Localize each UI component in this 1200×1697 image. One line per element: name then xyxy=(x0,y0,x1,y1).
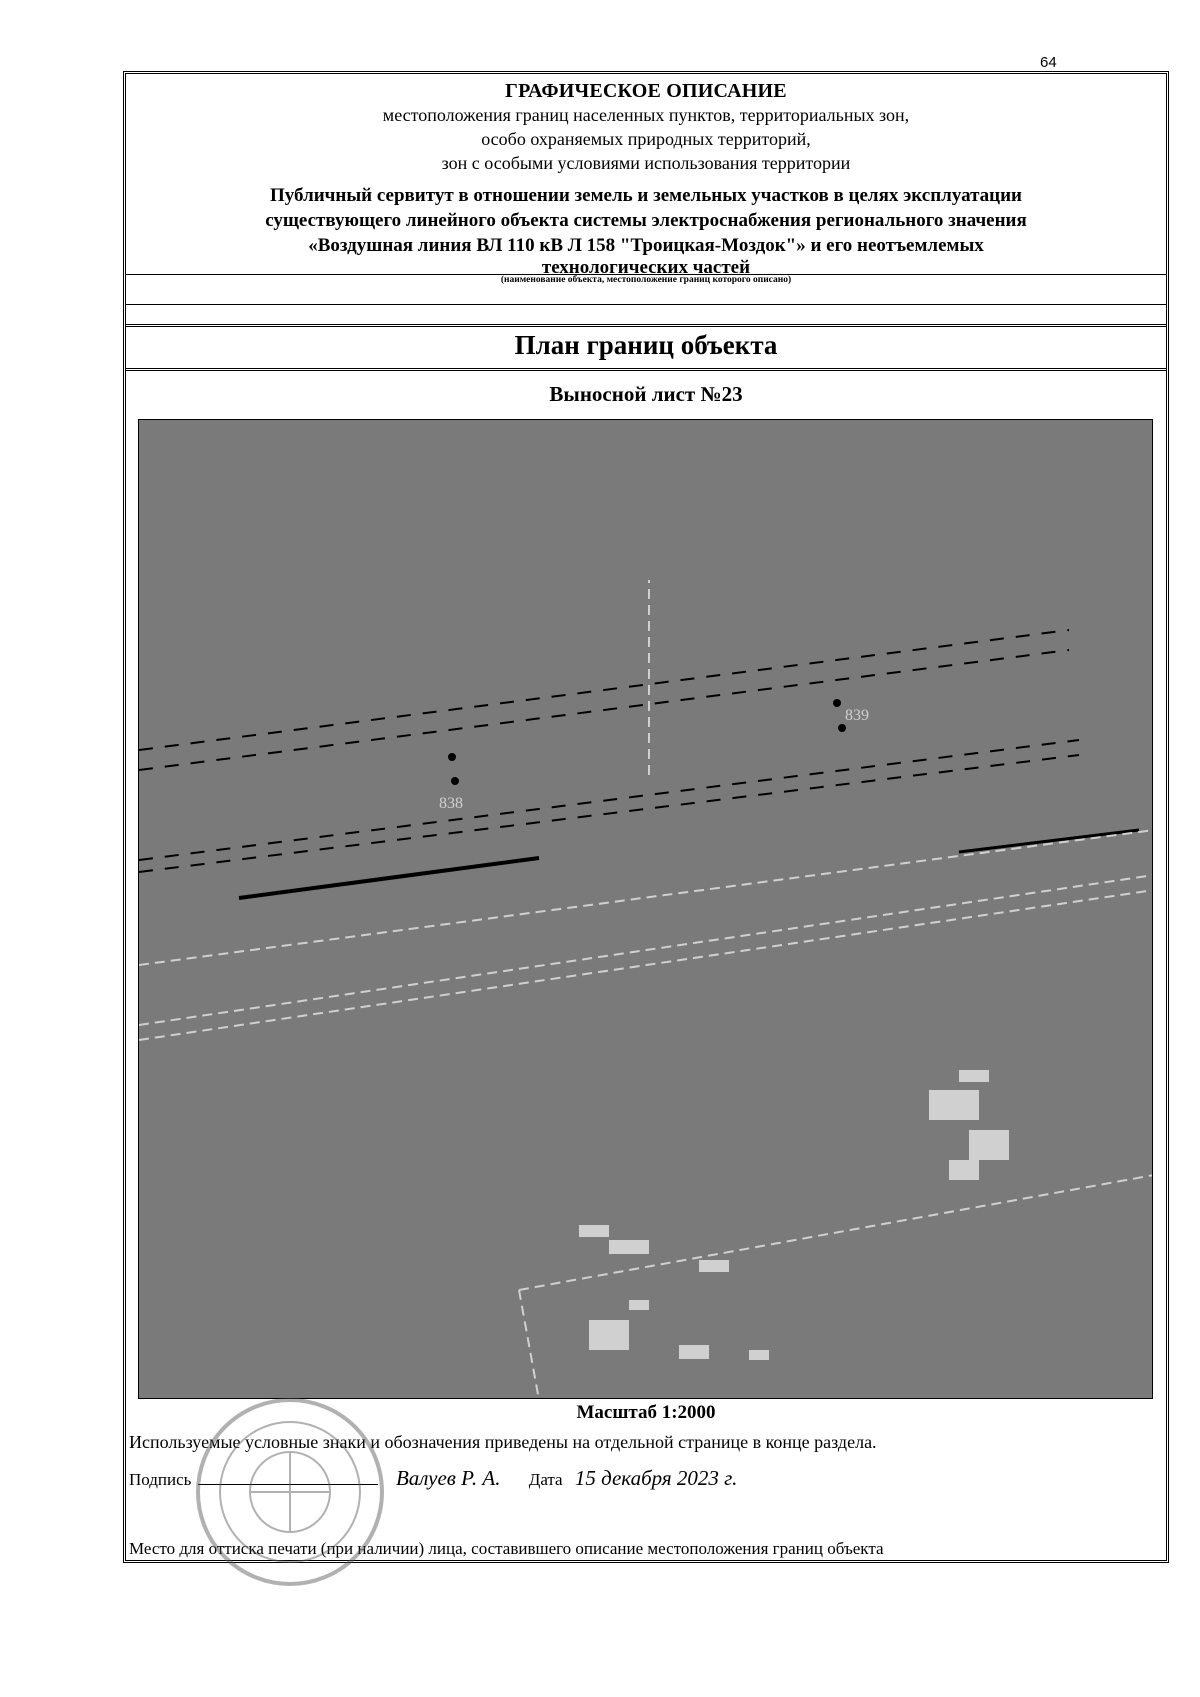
subtitle-line-1: местоположения границ населенных пунктов, территориальных зон, xyxy=(382,105,910,125)
boundary-line xyxy=(139,755,1079,872)
object-line-1: Публичный сервитут в отношении земель и земельных участков в целях эксплуатации xyxy=(270,185,1022,206)
road-edge xyxy=(959,830,1139,852)
boundary-line xyxy=(139,890,1153,1040)
boundary-lines-dark xyxy=(139,630,1079,872)
map-scale: Масштаб 1:2000 xyxy=(576,1402,716,1423)
plan-title: План границ объекта xyxy=(514,330,778,360)
signer-name: Валуев Р. А. xyxy=(395,1466,501,1490)
building xyxy=(629,1300,649,1310)
plan-title-divider-bottom xyxy=(126,368,1166,371)
road-edge xyxy=(239,858,539,898)
building xyxy=(969,1130,1009,1160)
signature-label: Подпись xyxy=(129,1470,192,1489)
stamp-placement-note: Место для оттиска печати (при наличии) лица, составившего описание местоположения границ объекта xyxy=(129,1539,884,1558)
building xyxy=(589,1320,629,1350)
point-label-838: 838 xyxy=(439,795,463,812)
subtitle-line-2: особо охраняемых природных территорий, xyxy=(481,129,811,149)
building xyxy=(949,1160,979,1180)
building xyxy=(749,1350,769,1360)
object-line-2: существующего линейного объекта системы электроснабжения регионального значения xyxy=(265,210,1027,231)
survey-point xyxy=(838,724,846,732)
boundary-line xyxy=(519,1175,1153,1290)
survey-point xyxy=(448,753,456,761)
building xyxy=(699,1260,729,1272)
object-line-4: технологических частей xyxy=(541,257,751,278)
subtitle-line-3: зон с особыми условиями использования территории xyxy=(441,153,851,173)
object-line-3: «Воздушная линия ВЛ 110 кВ Л 158 "Троицкая-Моздок"» и его неотъемлемых xyxy=(308,235,984,256)
survey-point xyxy=(451,777,459,785)
boundary-lines-light xyxy=(139,580,1153,1399)
page-number: 64 xyxy=(1040,54,1057,71)
building xyxy=(679,1345,709,1359)
document-frame xyxy=(123,71,1169,1563)
note-divider xyxy=(126,304,1166,305)
object-name xyxy=(126,183,1166,278)
building xyxy=(959,1070,989,1082)
legend-note: Используемые условные знаки и обозначения приведены на отдельной странице в конце раздела. xyxy=(129,1432,877,1452)
document-title: ГРАФИЧЕСКОЕ ОПИСАНИЕ xyxy=(505,80,787,102)
building xyxy=(929,1090,979,1120)
boundary-line xyxy=(139,630,1069,750)
map-graphics xyxy=(139,420,1153,1399)
boundary-line xyxy=(139,740,1079,860)
boundary-line xyxy=(139,875,1153,1025)
date-label: Дата xyxy=(528,1470,563,1489)
building xyxy=(609,1240,649,1254)
map-plan xyxy=(138,419,1153,1399)
object-note: (наименование объекта, местоположение границ которого описано) xyxy=(500,275,792,285)
building xyxy=(579,1225,609,1237)
boundary-line xyxy=(139,650,1069,770)
point-label-839: 839 xyxy=(845,707,869,724)
date-value: 15 декабря 2023 г. xyxy=(574,1466,738,1490)
survey-points xyxy=(448,699,846,785)
header-block xyxy=(126,74,1166,278)
survey-point xyxy=(833,699,841,707)
seal-stamp xyxy=(190,1392,390,1592)
settlement-area xyxy=(579,1070,1009,1360)
plan-title-divider-top xyxy=(126,324,1166,327)
boundary-line xyxy=(519,1290,539,1399)
sheet-title: Выносной лист №23 xyxy=(549,382,743,406)
